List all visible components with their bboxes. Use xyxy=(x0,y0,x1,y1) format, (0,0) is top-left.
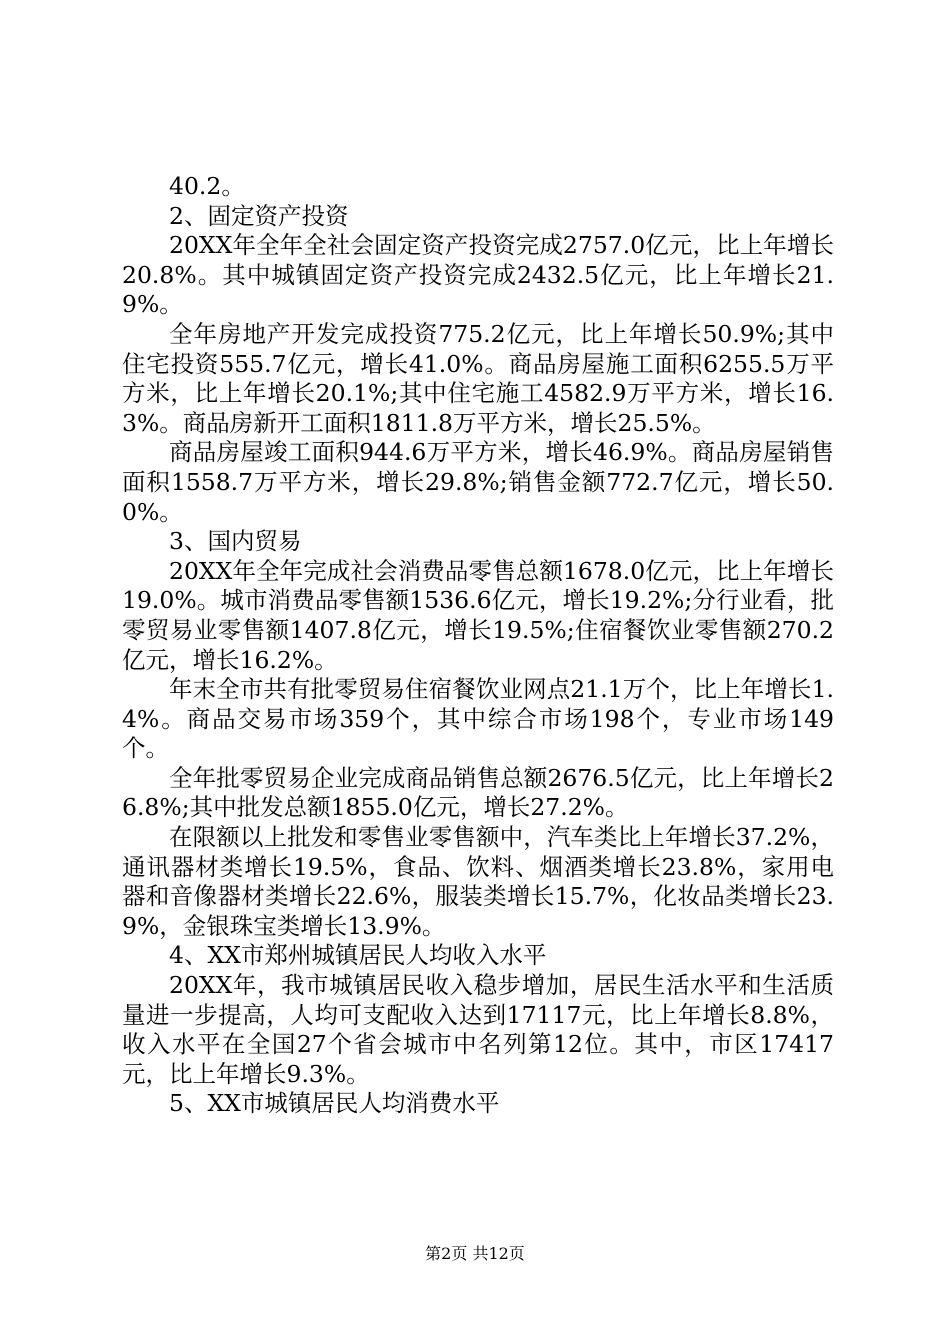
section-heading-income: 4、XX市郑州城镇居民人均收入水平 xyxy=(169,941,547,970)
paragraph-housing-completion-sales: 商品房屋竣工面积944.6万平方米，增长46.9%。商品房屋销售面积1558.7万平方米，增长29.8%;销售金额772.7亿元，增长50.0%。 xyxy=(122,438,834,526)
page-footer xyxy=(0,1244,950,1264)
paragraph-fixed-asset-total: 20XX年全年全社会固定资产投资完成2757.0亿元，比上年增长20.8%。其中城镇固定资产投资完成2432.5亿元，比上年增长21.9%。 xyxy=(122,231,834,319)
page-number: 第2页 共12页 xyxy=(425,1244,525,1263)
paragraph-real-estate-investment: 全年房地产开发完成投资775.2亿元，比上年增长50.9%;其中住宅投资555.7亿元，增长41.0%。商品房屋施工面积6255.5万平方米，比上年增长20.1%;其中住宅施工4582.9万平方米，增长16.3%。商品房新开工面积1811.8万平方米，增长25.5%。 xyxy=(122,319,834,437)
section-heading-domestic-trade: 3、国内贸易 xyxy=(169,527,302,556)
section-heading-consumption: 5、XX市城镇居民人均消费水平 xyxy=(169,1089,500,1118)
paragraph-wholesale-retail-sales: 全年批零贸易企业完成商品销售总额2676.5亿元，比上年增长26.8%;其中批发总额1855.0亿元，增长27.2%。 xyxy=(122,763,834,822)
document-body xyxy=(122,172,834,1119)
paragraph-continuation: 40.2。 xyxy=(169,172,245,200)
paragraph-retail-sales: 20XX年全年完成社会消费品零售总额1678.0亿元，比上年增长19.0%。城市消费品零售额1536.6亿元，增长19.2%;分行业看，批零贸易业零售额1407.8亿元，增长19.5%;住宿餐饮业零售额270.2亿元，增长16.2%。 xyxy=(122,556,834,674)
paragraph-retail-categories: 在限额以上批发和零售业零售额中，汽车类比上年增长37.2%，通讯器材类增长19.5%，食品、饮料、烟酒类增长23.8%，家用电器和音像器材类增长22.6%，服装类增长15.7%，化妆品类增长23.9%，金银珠宝类增长13.9%。 xyxy=(122,823,834,940)
section-heading-fixed-asset-investment: 2、固定资产投资 xyxy=(169,201,349,230)
paragraph-income-level: 20XX年，我市城镇居民收入稳步增加，居民生活水平和生活质量进一步提高，人均可支配收入达到17117元，比上年增长8.8%，收入水平在全国27个省会城市中名列第12位。其中，市区17417元，比上年增长9.3%。 xyxy=(122,971,834,1088)
paragraph-trade-outlets: 年末全市共有批零贸易住宿餐饮业网点21.1万个，比上年增长1.4%。商品交易市场359个，其中综合市场198个，专业市场149个。 xyxy=(122,675,834,763)
